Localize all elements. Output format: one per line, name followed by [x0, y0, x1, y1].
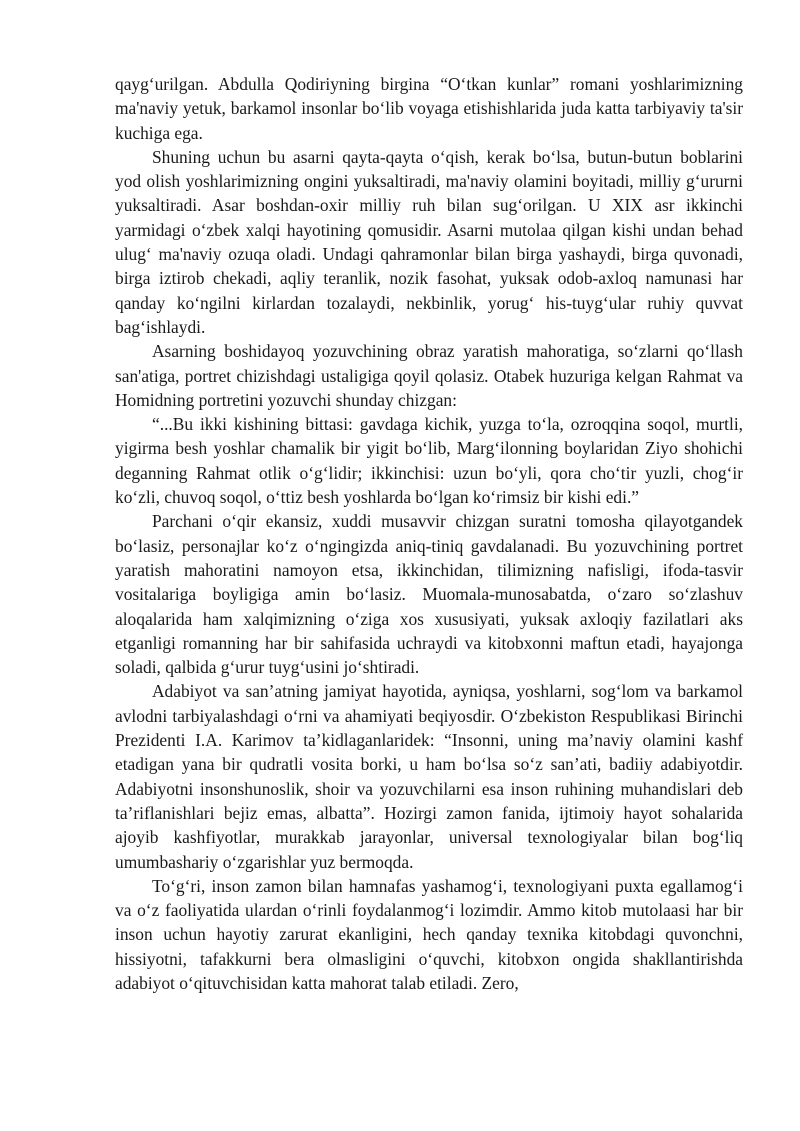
paragraph: Adabiyot va san’atning jamiyat hayotida, ayniqsa, yoshlarni, sog‘lom va barkamol avlodni tarbiyalashdagi o‘rni va ahamiyati beqiyosdir. O‘zbekiston Respublikasi Birinchi Prezidenti I.A. Karimov ta’kidlaganlaridek: “Insonni, uning ma’naviy olamini kashf etadigan yana bir qudratli vosita borki, u ham bo‘lsa so‘z san’ati, badiiy adabiyotdir. Adabiyotni insonshunoslik, shoir va yozuvchilarni esa inson ruhining muhandislari deb ta’riflanishlari bejiz emas, albatta”. Hozirgi zamon fanida, ijtimoiy hayot sohalarida ajoyib kashfiyotlar, murakkab jarayonlar, universal texnologiyalar bilan bog‘liq umumbashariy o‘zgarishlar yuz bermoqda. — [115, 681, 743, 872]
paragraph: Parchani o‘qir ekansiz, xuddi musavvir chizgan suratni tomosha qilayotgandek bo‘lasiz, personajlar ko‘z o‘ngingizda aniq-tiniq gavdalanadi. Bu yozuvchining portret yaratish mahoratini namoyon etsa, ikkinchidan, tilimizning nafisligi, ifoda-tasvir vositalariga boyligiga amin bo‘lasiz. Muomala-munosabatda, o‘zaro so‘zlashuv aloqalarida ham xalqimizning o‘ziga xos xususiyati, yuksak axloqiy fazilatlari aks etganligi romanning har bir sahifasida uchraydi va kitobxonni maftun etadi, hayajonga soladi, qalbida g‘urur tuyg‘usini jo‘shtiradi. — [115, 511, 743, 678]
paragraph: To‘g‘ri, inson zamon bilan hamnafas yashamog‘i, texnologiyani puxta egallamog‘i va o‘z faoliyatida ulardan o‘rinli foydalanmog‘i lozimdir. Ammo kitob mutolaasi har bir inson uchun hayotiy zarurat ekanligini, hech qanday texnika kitobdagi quvonchni, hissiyotni, tafakkurni bera olmasligini o‘quvchi, kitobxon ongida shakllantirishda adabiyot o‘qituvchisidan katta mahorat talab etiladi. Zero, — [115, 875, 743, 993]
quote-paragraph: “...Bu ikki kishining bittasi: gavdaga kichik, yuzga to‘la, ozroqqina soqol, murtli, yigirma besh yoshlar chamalik bir yigit bo‘lib, Marg‘ilonning boylaridan Ziyo shohichi deganning Rahmat otlik o‘g‘lidir; ikkinchisi: uzun bo‘yli, qora cho‘tir yuzli, chog‘ir ko‘zli, chuvoq soqol, o‘ttiz besh yoshlarda bo‘lgan ko‘rimsiz bir kishi edi.” — [115, 414, 743, 508]
document-body — [115, 72, 743, 995]
paragraph: Asarning boshidayoq yozuvchining obraz yaratish mahoratiga, so‘zlarni qo‘llash san'atiga, portret chizishdagi ustaligiga qoyil qolasiz. Otabek huzuriga kelgan Rahmat va Homidning portretini yozuvchi shunday chizgan: — [115, 341, 743, 410]
paragraph-continuation: qayg‘urilgan. Abdulla Qodiriyning birgina “O‘tkan kunlar” romani yoshlarimizning ma'naviy yetuk, barkamol insonlar bo‘lib voyaga etishishlarida juda katta tarbiyaviy ta'sir kuchiga ega. — [115, 74, 743, 143]
paragraph: Shuning uchun bu asarni qayta-qayta o‘qish, kerak bo‘lsa, butun-butun boblarini yod olish yoshlarimizning ongini yuksaltiradi, ma'naviy olamini boyitadi, milliy g‘ururni yuksaltiradi. Asar boshdan-oxir milliy ruh bilan sug‘orilgan. U XIX asr ikkinchi yarmidagi o‘zbek xalqi hayotining qomusidir. Asarni mutolaa qilgan kishi undan behad ulug‘ ma'naviy ozuqa oladi. Undagi qahramonlar bilan birga yashaydi, birga quvonadi, birga iztirob chekadi, aqliy teranlik, nozik fasohat, yuksak odob-axloq namunasi har qanday ko‘ngilni kirlardan tozalaydi, nekbinlik, yorug‘ his-tuyg‘ular ruhiy quvvat bag‘ishlaydi. — [115, 146, 743, 337]
